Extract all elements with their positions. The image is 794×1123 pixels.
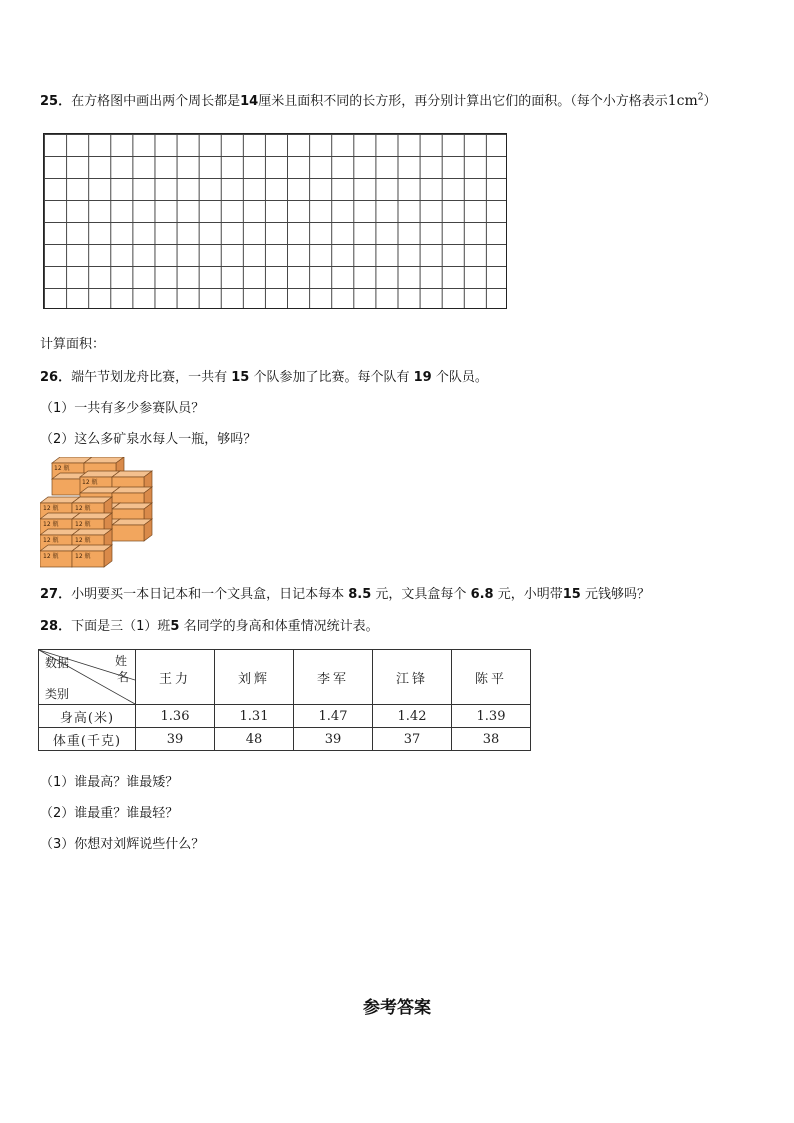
q26-text2: 个队参加了比赛。每个队有 [253, 370, 410, 385]
diagonal-header-cell [39, 650, 136, 705]
q28-sub2: （2）谁最重？谁最轻？ [40, 806, 179, 821]
q26-teams: 15 [231, 370, 250, 385]
name-header: 江锋 [373, 650, 452, 705]
q26-text3: 个队员。 [435, 370, 488, 385]
q25-unit: $1cm^2$ [667, 92, 704, 109]
height-cell: 1.39 [452, 705, 531, 728]
box-label: 12 瓶 [75, 521, 91, 528]
name-header: 刘辉 [215, 650, 294, 705]
q27-text4: 元钱够吗？ [585, 587, 651, 602]
name-header: 李军 [294, 650, 373, 705]
water-box-illustration [40, 457, 160, 569]
diag-label-data: 数据 [45, 656, 70, 670]
box-label: 12 瓶 [75, 537, 91, 544]
q25-perimeter: 14 [240, 94, 259, 109]
q28-text: 下面是三（1）班 [71, 619, 171, 634]
diag-label-category: 类别 [45, 687, 70, 701]
name-header: 王力 [136, 650, 215, 705]
q28-count: 5 [170, 619, 180, 634]
q27-price-diary: 8.5 [348, 587, 372, 602]
box-label: 12 瓶 [75, 505, 91, 512]
q28-number: 28． [40, 619, 72, 634]
q26-number: 26． [40, 370, 72, 385]
table-header-row [39, 650, 531, 705]
q26-members: 19 [413, 370, 432, 385]
q27-prompt [40, 583, 650, 602]
q28-sub3: （3）你想对刘辉说些什么？ [40, 837, 205, 852]
q26-text: 端午节划龙舟比赛，一共有 [71, 370, 228, 385]
name-header: 陈平 [452, 650, 531, 705]
q25-calc-label: 计算面积： [40, 337, 106, 352]
box-label: 12 瓶 [43, 521, 59, 528]
height-cell: 1.47 [294, 705, 373, 728]
height-cell: 1.36 [136, 705, 215, 728]
q27-text3: 元，小明带 [497, 587, 563, 602]
q27-number: 27． [40, 587, 72, 602]
q25-close: ） [703, 94, 717, 109]
box-label: 12 瓶 [43, 553, 59, 560]
box-label: 12 瓶 [43, 505, 59, 512]
answer-section-title: 参考答案 [363, 998, 431, 1018]
box-label: 12 瓶 [82, 479, 98, 486]
weight-cell: 39 [294, 728, 373, 751]
q26-prompt [40, 366, 488, 385]
q26-sub1: （1）一共有多少参赛队员？ [40, 401, 205, 416]
square-grid[interactable] [43, 133, 507, 309]
height-label: 身高(米) [39, 705, 136, 728]
stats-table [38, 649, 531, 751]
weight-cell: 37 [373, 728, 452, 751]
height-cell: 1.31 [215, 705, 294, 728]
q28-prompt [40, 615, 379, 634]
box-label: 12 瓶 [54, 465, 70, 472]
q27-text2: 元，文具盒每个 [375, 587, 467, 602]
q27-price-case: 6.8 [470, 587, 494, 602]
table-row [39, 728, 531, 751]
weight-cell: 39 [136, 728, 215, 751]
q28-text2: 名同学的身高和体重情况统计表。 [183, 619, 379, 634]
q25-text: 在方格图中画出两个周长都是 [71, 94, 241, 109]
box-label: 12 瓶 [43, 537, 59, 544]
q25-prompt [40, 90, 717, 109]
weight-label: 体重(千克) [39, 728, 136, 751]
weight-cell: 48 [215, 728, 294, 751]
diag-label-ming: 名 [116, 670, 129, 684]
table-row [39, 705, 531, 728]
q25-text2: 厘米且面积不同的长方形，再分别计算出它们的面积。（每个小方格表示 [258, 94, 668, 109]
height-cell: 1.42 [373, 705, 452, 728]
diag-label-xing: 姓 [114, 654, 127, 668]
q27-money: 15 [562, 587, 581, 602]
q27-text: 小明要买一本日记本和一个文具盒，日记本每本 [71, 587, 345, 602]
weight-cell: 38 [452, 728, 531, 751]
box-label: 12 瓶 [75, 553, 91, 560]
q28-sub1: （1）谁最高？谁最矮？ [40, 775, 179, 790]
q25-number: 25． [40, 94, 72, 109]
q26-sub2: （2）这么多矿泉水每人一瓶，够吗？ [40, 432, 257, 447]
